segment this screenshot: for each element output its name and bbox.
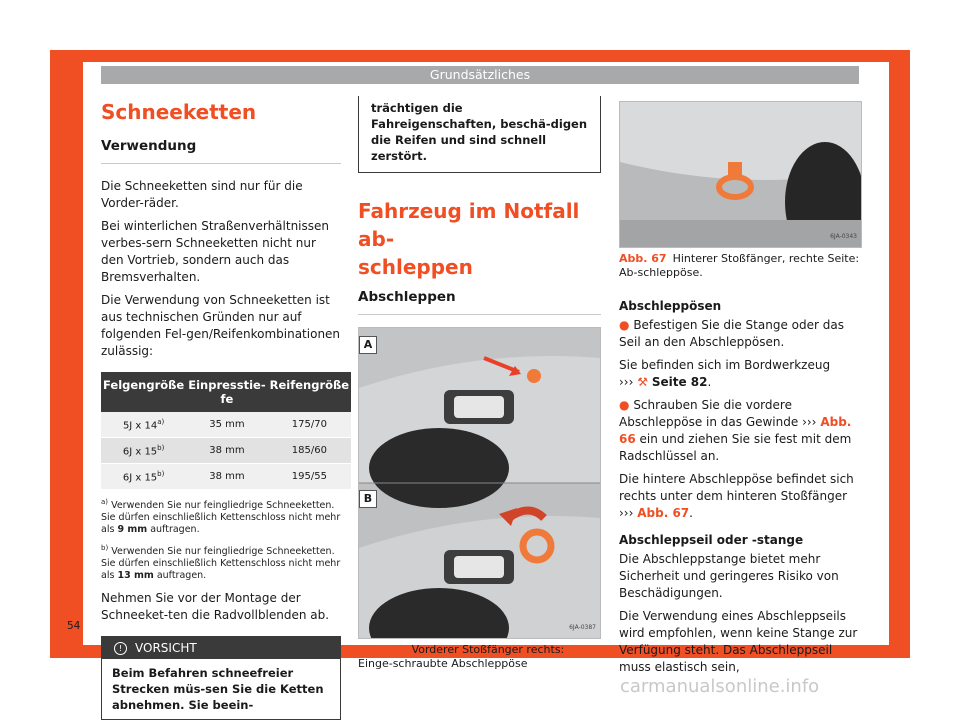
paragraph: Bei winterlichen Straßenverhältnissen verbes-sern Schneeketten nicht nur den Vortrieb, sondern auch das Bremsverhalten. [101,219,330,284]
paragraph: Sie befinden sich im Bordwerkzeug ››› ⚒ Seite 82. [619,358,831,389]
toolkit-icon: ⚒ [637,375,648,389]
section-subtitle: Verwendung [101,138,341,164]
table-cell: 38 mm [186,438,267,464]
footnote-a: $^{a)}$ Verwenden Sie nur feingliedrige Schneeketten. Sie dürfen einschließlich Kettenschloss nicht mehr als 9 mm auftragen. [101,498,341,536]
figure-label-b: B [359,490,377,508]
table-cell: 185/60 [268,438,351,464]
bullet-item: ● Schrauben Sie die vordere Abschleppöse in das Gewinde ››› Abb. 66 ein und ziehen Sie sie fest mit dem Radschlüssel an. [619,398,852,463]
table-row [101,412,351,438]
section-header: Grundsätzliches [101,66,859,84]
paragraph: Die Verwendung von Schneeketten ist aus technischen Gründen nur auf folgenden Fel-gen/Reifenkombinationen zulässig: [101,293,341,358]
column-1 [101,96,350,720]
footnote-ref: b) [157,444,165,453]
paragraph: Die hintere Abschleppöse befindet sich rechts unter dem hinteren Stoßfänger ››› Abb. 67. [619,472,854,520]
watermark: carmanualsonline.info [620,676,820,697]
caution-box [101,636,341,720]
paragraph: Die Verwendung eines Abschleppseils wird empfohlen, wenn keine Stange zur Verfügung steht. Das Abschleppseil muss elastisch sein, [619,609,858,674]
page-number: 54 [67,620,81,632]
table-header: Reifengröße [268,372,351,412]
subheading: Abschleppseil oder -stange [619,533,804,547]
figure-caption: Abb. 67 Hinterer Stoßfänger, rechte Seite: Ab-schleppöse. [619,252,860,279]
figure-label-a: A [359,336,377,354]
figure-code: 6JA-0387 [569,624,596,631]
footnote-ref: b) [157,470,165,479]
table-cell: 38 mm [186,464,267,490]
table-cell: 175/70 [268,412,351,438]
page-title: Schneeketten [101,100,257,124]
table-cell: 6J x 15 [122,472,158,484]
table-cell: 6J x 15 [122,446,158,458]
table-cell: 5J x 14 [122,420,158,432]
section-subtitle: Abschleppen [358,289,601,315]
table-row [101,464,351,490]
table-cell: 195/55 [268,464,351,490]
figure-caption: Abb. 66 Vorderer Stoßfänger rechts: Einge-schraubte Abschleppöse [358,643,565,670]
caution-label: VORSICHT [135,641,197,656]
table-cell: 35 mm [186,412,267,438]
figure-66 [358,327,601,639]
caution-continued: trächtigen die Fahreigenschaften, beschä-digen die Reifen und sind schnell zerstört. [358,96,601,173]
rear-bumper-illustration [620,102,861,247]
table-header: Felgengröße [101,372,186,412]
bullet-item: ● Befestigen Sie die Stange oder das Seil an den Abschleppösen. [619,318,844,349]
figure-link[interactable]: Abb. 66 [619,415,852,446]
paragraph: Nehmen Sie vor der Montage der Schneeket-ten die Radvollblenden ab. [101,591,330,623]
bumper-illustration [359,328,600,638]
table-row [101,438,351,464]
figure-67 [619,101,862,248]
figure-code: 6JA-0343 [830,233,857,240]
paragraph: Die Schneeketten sind nur für die Vorder-räder. [101,179,303,210]
column-2 [358,96,601,671]
table-header: Einpresstie-fe [186,372,267,412]
paragraph: Die Abschleppstange bietet mehr Sicherheit und geringeres Risiko von Beschädigungen. [619,552,839,600]
section-title: Fahrzeug im Notfall ab- schleppen [358,199,580,279]
caution-header [102,637,340,659]
footnote-b: $^{b)}$ Verwenden Sie nur feingliedrige Schneeketten. Sie dürfen einschließlich Kettenschloss nicht mehr als 13 mm auftragen. [101,544,341,582]
subheading: Abschleppösen [619,299,722,313]
footnote-ref: a) [157,418,165,427]
alert-icon: ! [114,642,127,655]
column-3 [619,101,861,682]
figure-link[interactable]: Abb. 67 [637,506,690,520]
caution-text: Beim Befahren schneefreier Strecken müs-sen Sie die Ketten abnehmen. Sie beein- [112,666,324,713]
tire-table [101,372,351,490]
page-reference[interactable]: Seite 82 [651,375,708,389]
